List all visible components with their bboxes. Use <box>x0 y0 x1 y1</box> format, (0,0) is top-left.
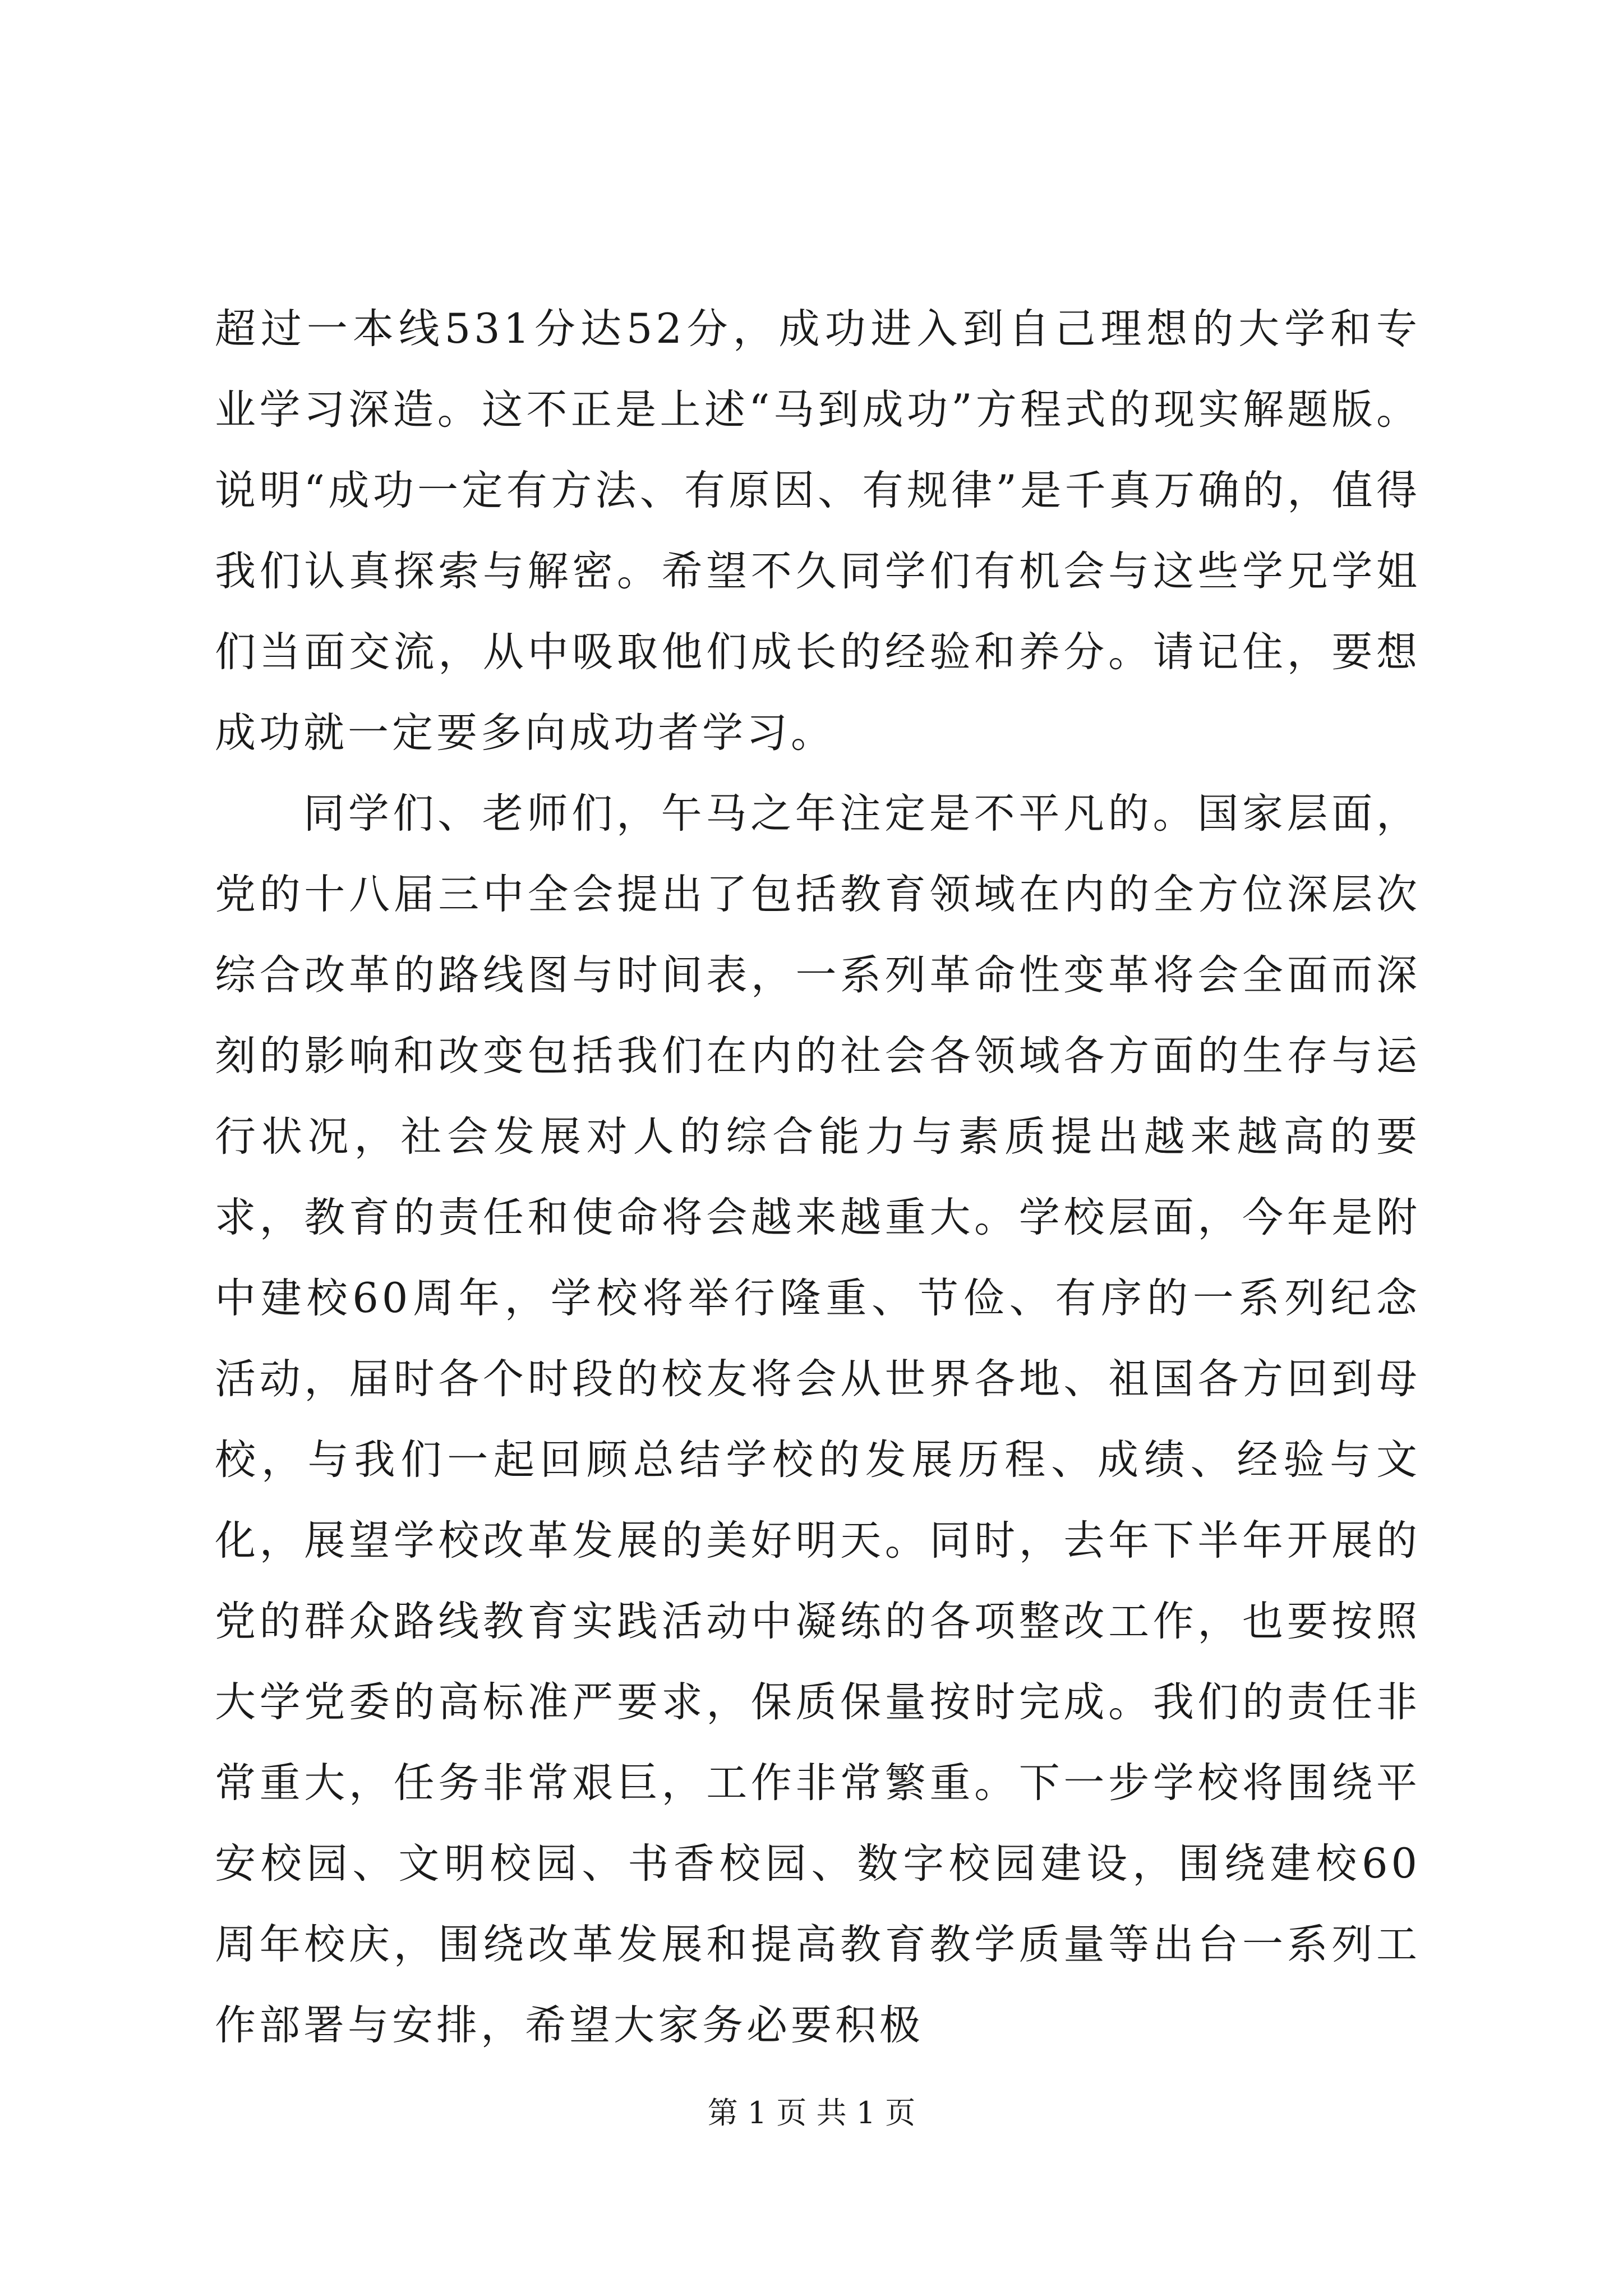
paragraph-2: 同学们、老师们，午马之年注定是不平凡的。国家层面，党的十八届三中全会提出了包括教育领域在内的全方位深层次综合改革的路线图与时间表，一系列革命性变革将会全面而深刻的影响和改变包括我们在内的社会各领域各方面的生存与运行状况，社会发展对人的综合能力与素质提出越来越高的要求，教育的责任和使命将会越来越重大。学校层面，今年是附中建校60周年，学校将举行隆重、节俭、有序的一系列纪念活动，届时各个时段的校友将会从世界各地、祖国各方回到母校，与我们一起回顾总结学校的发展历程、成绩、经验与文化，展望学校改革发展的美好明天。同时，去年下半年开展的党的群众路线教育实践活动中凝练的各项整改工作，也要按照大学党委的高标准严要求，保质保量按时完成。我们的责任非常重大，任务非常艰巨，工作非常繁重。下一步学校将围绕平安校园、文明校园、书香校园、数字校园建设，围绕建校60周年校庆，围绕改革发展和提高教育教学质量等出台一系列工作部署与安排，希望大家务必要积极 <box>215 790 1421 2049</box>
page-footer: 第 1 页 共 1 页 <box>707 2095 916 2131</box>
document-body <box>215 289 1421 2066</box>
paragraph-1: 超过一本线531分达52分，成功进入到自己理想的大学和专业学习深造。这不正是上述“马到成功”方程式的现实解题版。说明“成功一定有方法、有原因、有规律”是千真万确的，值得我们认真探索与解密。希望不久同学们有机会与这些学兄学姐们当面交流，从中吸取他们成长的经验和养分。请记住，要想成功就一定要多向成功者学习。 <box>215 305 1421 757</box>
